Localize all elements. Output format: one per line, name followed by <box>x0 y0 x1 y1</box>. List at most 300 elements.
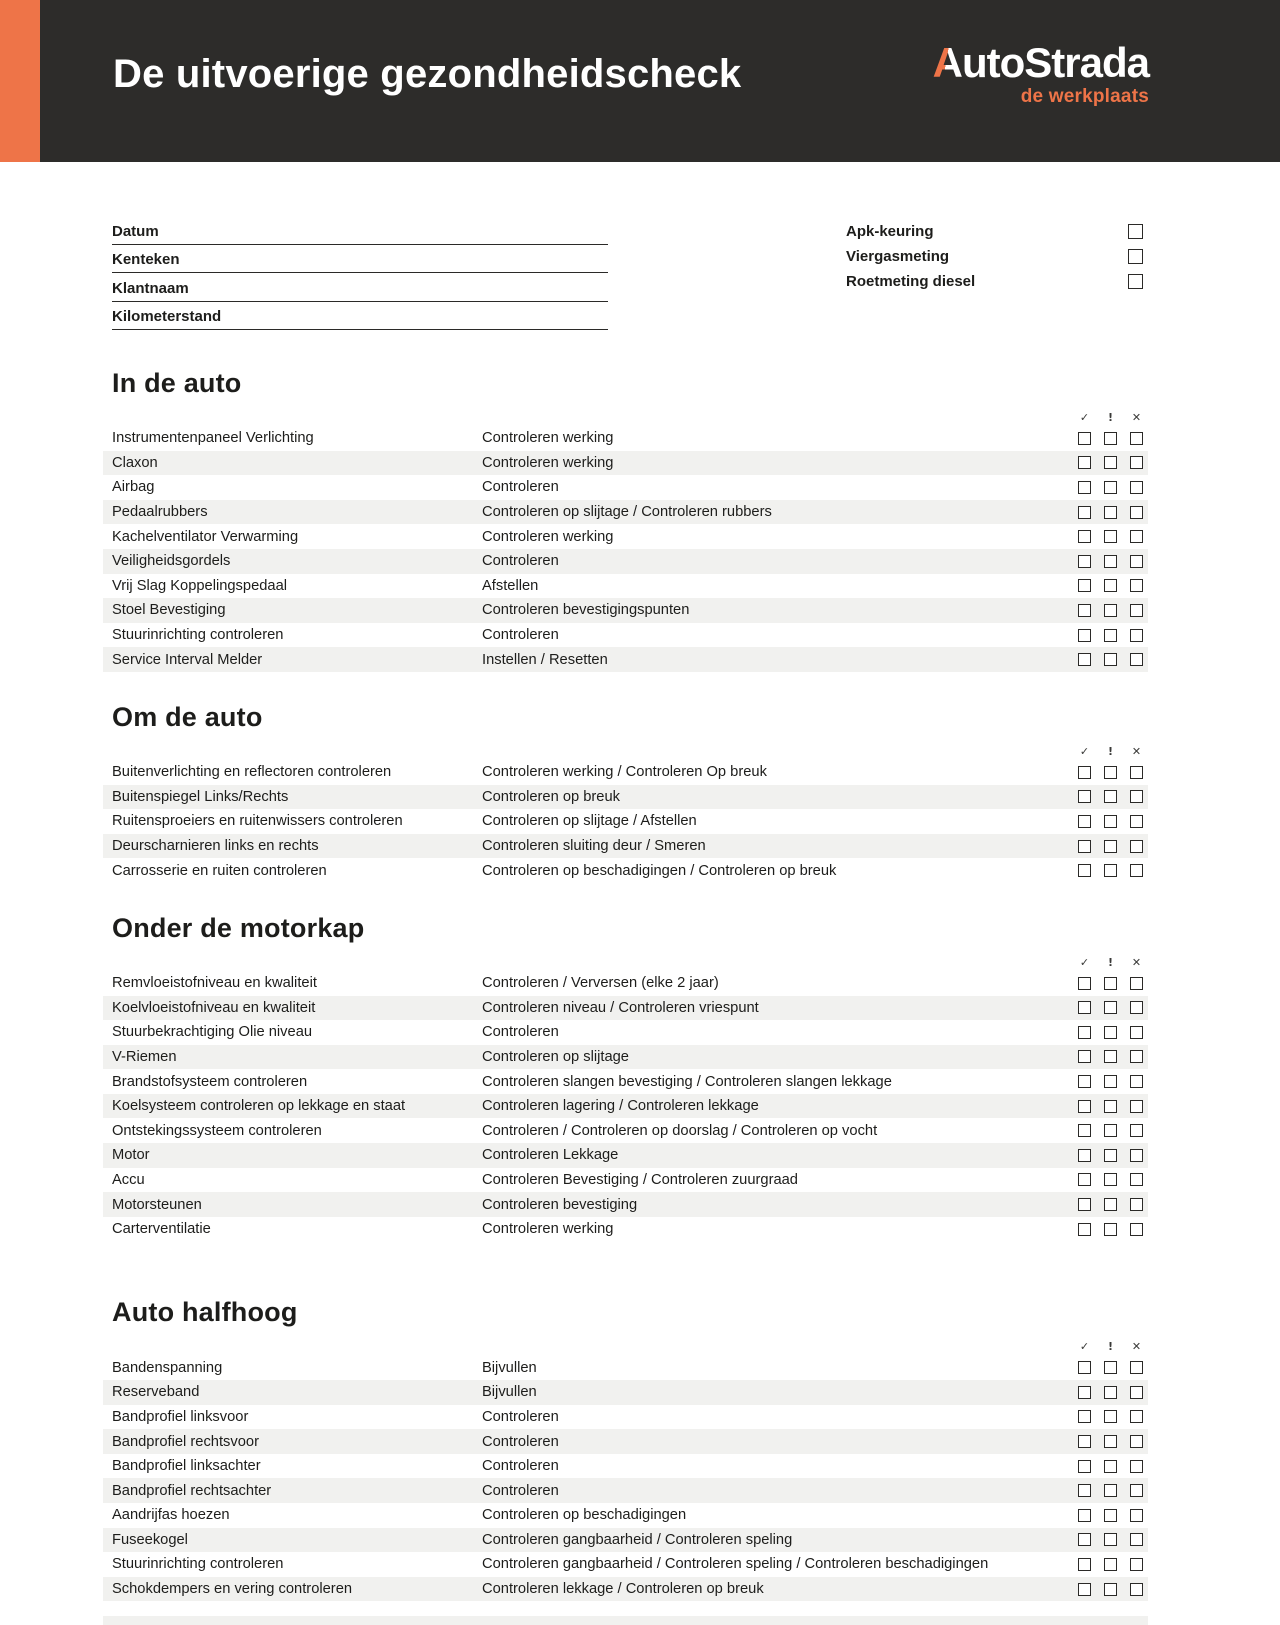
row-action-label: Controleren gangbaarheid / Controleren speling <box>482 1531 793 1548</box>
table-row <box>103 1069 1148 1094</box>
checkbox-fail[interactable] <box>1130 840 1143 853</box>
checkbox-ok[interactable] <box>1078 1223 1091 1236</box>
brand-initial-icon: A <box>932 39 962 86</box>
row-item-label: Service Interval Melder <box>112 651 263 668</box>
checkbox-fail[interactable] <box>1130 1410 1143 1423</box>
sections <box>0 368 1280 1601</box>
checkbox-ok[interactable] <box>1078 1509 1091 1522</box>
checkbox-ok[interactable] <box>1078 815 1091 828</box>
inspection-checkbox[interactable] <box>1128 224 1143 239</box>
status-column-icons <box>0 741 1143 757</box>
checkbox-ok[interactable] <box>1078 1026 1091 1039</box>
checkbox-fail[interactable] <box>1130 1386 1143 1399</box>
checkbox-fail[interactable] <box>1130 530 1143 543</box>
table-row <box>103 574 1148 599</box>
table-row <box>103 1380 1148 1405</box>
table-row <box>103 809 1148 834</box>
checkbox-warning[interactable] <box>1104 1124 1117 1137</box>
checkbox-fail[interactable] <box>1130 977 1143 990</box>
row-checkboxes <box>1078 1460 1143 1473</box>
checkbox-ok[interactable] <box>1078 456 1091 469</box>
cross-icon: ✕ <box>1131 744 1142 758</box>
checkbox-ok[interactable] <box>1078 1124 1091 1137</box>
table-row <box>103 549 1148 574</box>
row-item-label: Stuurinrichting controleren <box>112 1556 284 1573</box>
checkbox-warning[interactable] <box>1104 481 1117 494</box>
row-item-label: Koelvloeistofniveau en kwaliteit <box>112 999 316 1016</box>
checkbox-warning[interactable] <box>1104 1026 1117 1039</box>
checkbox-fail[interactable] <box>1130 506 1143 519</box>
row-action-label: Controleren <box>482 1482 559 1499</box>
inspection-checkbox[interactable] <box>1128 249 1143 264</box>
exclamation-icon: ! <box>1107 1340 1114 1354</box>
checkbox-fail[interactable] <box>1130 432 1143 445</box>
row-item-label: Stuurbekrachtiging Olie niveau <box>112 1024 313 1041</box>
row-item-label: Bandenspanning <box>112 1359 223 1376</box>
checkbox-warning[interactable] <box>1104 1460 1117 1473</box>
row-action-label: Controleren werking <box>482 528 614 545</box>
checkbox-warning[interactable] <box>1104 456 1117 469</box>
table-row <box>103 1454 1148 1479</box>
row-checkboxes <box>1078 1124 1143 1137</box>
checklist <box>0 1355 1280 1601</box>
checkbox-fail[interactable] <box>1130 790 1143 803</box>
checkbox-ok[interactable] <box>1078 1484 1091 1497</box>
row-item-label: V-Riemen <box>112 1048 177 1065</box>
row-item-label: Fuseekogel <box>112 1531 188 1548</box>
row-item-label: Kachelventilator Verwarming <box>112 528 299 545</box>
row-checkboxes <box>1078 653 1143 666</box>
table-row <box>103 1118 1148 1143</box>
checkbox-warning[interactable] <box>1104 1410 1117 1423</box>
checkbox-fail[interactable] <box>1130 1460 1143 1473</box>
field-label: Kenteken <box>112 251 180 268</box>
checkbox-warning[interactable] <box>1104 1198 1117 1211</box>
checkbox-ok[interactable] <box>1078 977 1091 990</box>
table-row <box>103 1478 1148 1503</box>
row-item-label: Stuurinrichting controleren <box>112 627 284 644</box>
checkbox-warning[interactable] <box>1104 1558 1117 1571</box>
checkbox-fail[interactable] <box>1130 456 1143 469</box>
table-row <box>103 1094 1148 1119</box>
row-item-label: Aandrijfas hoezen <box>112 1507 230 1524</box>
check-icon: ✓ <box>1079 411 1090 424</box>
checkbox-fail[interactable] <box>1130 1435 1143 1448</box>
checkbox-fail[interactable] <box>1130 1223 1143 1236</box>
row-action-label: Controleren werking <box>482 430 614 447</box>
row-item-label: Bandprofiel rechtsvoor <box>112 1433 259 1450</box>
checkbox-warning[interactable] <box>1104 1075 1117 1088</box>
checkbox-ok[interactable] <box>1078 530 1091 543</box>
row-checkboxes <box>1078 1583 1143 1596</box>
row-action-label: Controleren werking <box>482 454 614 471</box>
page-header <box>0 0 1280 162</box>
checkbox-ok[interactable] <box>1078 432 1091 445</box>
checkbox-ok[interactable] <box>1078 1435 1091 1448</box>
checkbox-warning[interactable] <box>1104 1149 1117 1162</box>
checkbox-fail[interactable] <box>1130 1558 1143 1571</box>
form-field-kenteken[interactable] <box>112 245 608 274</box>
row-checkboxes <box>1078 604 1143 617</box>
row-item-label: Deurscharnieren links en rechts <box>112 838 319 855</box>
section-in-de-auto <box>0 368 1280 672</box>
checkbox-warning[interactable] <box>1104 604 1117 617</box>
checkbox-ok[interactable] <box>1078 1558 1091 1571</box>
checkbox-ok[interactable] <box>1078 653 1091 666</box>
row-action-label: Controleren sluiting deur / Smeren <box>482 838 706 855</box>
checkbox-fail[interactable] <box>1130 1173 1143 1186</box>
row-item-label: Reserveband <box>112 1384 200 1401</box>
table-row <box>103 996 1148 1021</box>
checkbox-warning[interactable] <box>1104 864 1117 877</box>
status-column-icons <box>0 407 1143 423</box>
checkbox-fail[interactable] <box>1130 766 1143 779</box>
checkbox-ok[interactable] <box>1078 1100 1091 1113</box>
row-action-label: Controleren werking <box>482 1221 614 1238</box>
table-row <box>103 1355 1148 1380</box>
inspection-type-checks <box>846 219 1143 294</box>
inspection-check-apk-keuring <box>846 219 1143 244</box>
checkbox-warning[interactable] <box>1104 1223 1117 1236</box>
checkbox-fail[interactable] <box>1130 1149 1143 1162</box>
checkbox-fail[interactable] <box>1130 1026 1143 1039</box>
table-row <box>103 1552 1148 1577</box>
checkbox-ok[interactable] <box>1078 1533 1091 1546</box>
row-checkboxes <box>1078 1075 1143 1088</box>
table-row <box>103 1217 1148 1242</box>
row-action-label: Controleren op slijtage / Afstellen <box>482 813 697 830</box>
row-item-label: Motor <box>112 1147 150 1164</box>
row-item-label: Brandstofsysteem controleren <box>112 1073 308 1090</box>
table-row <box>103 647 1148 672</box>
checkbox-warning[interactable] <box>1104 1361 1117 1374</box>
table-row <box>103 760 1148 785</box>
row-action-label: Controleren op beschadigingen <box>482 1507 687 1524</box>
brand-rest: utoStrada <box>961 39 1149 86</box>
checkbox-warning[interactable] <box>1104 1100 1117 1113</box>
checkbox-warning[interactable] <box>1104 1533 1117 1546</box>
row-checkboxes <box>1078 1558 1143 1571</box>
row-item-label: Carterventilatie <box>112 1221 211 1238</box>
row-action-label: Controleren <box>482 1408 559 1425</box>
checkbox-ok[interactable] <box>1078 1075 1091 1088</box>
row-checkboxes <box>1078 506 1143 519</box>
row-checkboxes <box>1078 1173 1143 1186</box>
checkbox-ok[interactable] <box>1078 1361 1091 1374</box>
checkbox-warning[interactable] <box>1104 1050 1117 1063</box>
row-item-label: Ruitensproeiers en ruitenwissers controleren <box>112 813 403 830</box>
form-fields <box>112 216 608 330</box>
checkbox-fail[interactable] <box>1130 1198 1143 1211</box>
row-item-label: Remvloeistofniveau en kwaliteit <box>112 975 317 992</box>
table-row <box>103 834 1148 859</box>
checkbox-ok[interactable] <box>1078 1386 1091 1399</box>
row-checkboxes <box>1078 1001 1143 1014</box>
check-icon: ✓ <box>1079 1340 1090 1354</box>
row-action-label: Controleren slangen bevestiging / Controleren slangen lekkage <box>482 1073 892 1090</box>
table-row <box>103 1503 1148 1528</box>
row-action-label: Controleren op slijtage / Controleren rubbers <box>482 504 772 521</box>
checkbox-fail[interactable] <box>1130 1075 1143 1088</box>
checkbox-ok[interactable] <box>1078 1460 1091 1473</box>
inspection-checkbox[interactable] <box>1128 274 1143 289</box>
exclamation-icon: ! <box>1107 955 1114 969</box>
checkbox-fail[interactable] <box>1130 653 1143 666</box>
checkbox-ok[interactable] <box>1078 1173 1091 1186</box>
row-checkboxes <box>1078 629 1143 642</box>
row-checkboxes <box>1078 555 1143 568</box>
checkbox-warning[interactable] <box>1104 1386 1117 1399</box>
checkbox-ok[interactable] <box>1078 1001 1091 1014</box>
table-row <box>103 426 1148 451</box>
row-action-label: Controleren gangbaarheid / Controleren speling / Controleren beschadigingen <box>482 1556 989 1573</box>
row-checkboxes <box>1078 766 1143 779</box>
checkbox-ok[interactable] <box>1078 864 1091 877</box>
section-onder-de-motorkap <box>0 913 1280 1242</box>
brand-name <box>932 39 1149 86</box>
checkbox-warning[interactable] <box>1104 1001 1117 1014</box>
checkbox-fail[interactable] <box>1130 1509 1143 1522</box>
checkbox-warning[interactable] <box>1104 790 1117 803</box>
row-checkboxes <box>1078 790 1143 803</box>
exclamation-icon: ! <box>1107 744 1114 758</box>
row-checkboxes <box>1078 864 1143 877</box>
row-checkboxes <box>1078 1410 1143 1423</box>
row-item-label: Buitenspiegel Links/Rechts <box>112 788 289 805</box>
inspection-check-label: Apk-keuring <box>846 223 934 240</box>
section-auto-halfhoog <box>0 1297 1280 1601</box>
checkbox-ok[interactable] <box>1078 1050 1091 1063</box>
checklist <box>0 426 1280 672</box>
checkbox-warning[interactable] <box>1104 977 1117 990</box>
row-action-label: Controleren <box>482 1024 559 1041</box>
checkbox-fail[interactable] <box>1130 1124 1143 1137</box>
checkbox-warning[interactable] <box>1104 629 1117 642</box>
checkbox-warning[interactable] <box>1104 1435 1117 1448</box>
checkbox-fail[interactable] <box>1130 815 1143 828</box>
row-item-label: Schokdempers en vering controleren <box>112 1581 353 1598</box>
row-action-label: Controleren bevestigingspunten <box>482 602 690 619</box>
checkbox-warning[interactable] <box>1104 432 1117 445</box>
checkbox-fail[interactable] <box>1130 1583 1143 1596</box>
checkbox-ok[interactable] <box>1078 1198 1091 1211</box>
inspection-check-label: Roetmeting diesel <box>846 273 976 290</box>
check-icon: ✓ <box>1079 744 1090 758</box>
row-action-label: Controleren op slijtage <box>482 1048 629 1065</box>
row-item-label: Accu <box>112 1171 145 1188</box>
row-item-label: Motorsteunen <box>112 1196 202 1213</box>
row-action-label: Controleren <box>482 1458 559 1475</box>
section-title: Om de auto <box>112 701 263 732</box>
section-om-de-auto <box>0 702 1280 883</box>
section-title: Auto halfhoog <box>112 1297 298 1328</box>
row-item-label: Bandprofiel linksvoor <box>112 1408 249 1425</box>
checkbox-warning[interactable] <box>1104 1583 1117 1596</box>
checkbox-ok[interactable] <box>1078 790 1091 803</box>
section-title: In de auto <box>112 368 242 398</box>
checkbox-warning[interactable] <box>1104 766 1117 779</box>
checkbox-fail[interactable] <box>1130 481 1143 494</box>
checkbox-warning[interactable] <box>1104 1484 1117 1497</box>
table-row <box>103 598 1148 623</box>
row-checkboxes <box>1078 1198 1143 1211</box>
table-row <box>103 524 1148 549</box>
checkbox-fail[interactable] <box>1130 1484 1143 1497</box>
row-checkboxes <box>1078 1100 1143 1113</box>
checkbox-warning[interactable] <box>1104 579 1117 592</box>
row-item-label: Airbag <box>112 479 155 496</box>
checklist <box>0 971 1280 1242</box>
checkbox-warning[interactable] <box>1104 1509 1117 1522</box>
page-title: De uitvoerige gezondheidscheck <box>113 52 742 96</box>
row-checkboxes <box>1078 1050 1143 1063</box>
row-action-label: Controleren niveau / Controleren vriespunt <box>482 999 759 1016</box>
checkbox-fail[interactable] <box>1130 1361 1143 1374</box>
checkbox-ok[interactable] <box>1078 629 1091 642</box>
checkbox-warning[interactable] <box>1104 815 1117 828</box>
field-label: Kilometerstand <box>112 308 222 325</box>
row-action-label: Controleren <box>482 627 559 644</box>
checkbox-fail[interactable] <box>1130 1533 1143 1546</box>
row-action-label: Controleren <box>482 553 559 570</box>
table-row <box>103 500 1148 525</box>
row-action-label: Controleren op beschadigingen / Controleren op breuk <box>482 862 837 879</box>
checkbox-fail[interactable] <box>1130 555 1143 568</box>
checkbox-ok[interactable] <box>1078 481 1091 494</box>
row-action-label: Afstellen <box>482 577 539 594</box>
row-checkboxes <box>1078 1509 1143 1522</box>
row-action-label: Controleren op breuk <box>482 788 620 805</box>
row-checkboxes <box>1078 432 1143 445</box>
checkbox-ok[interactable] <box>1078 840 1091 853</box>
row-item-label: Ontstekingssysteem controleren <box>112 1122 322 1139</box>
row-checkboxes <box>1078 530 1143 543</box>
row-checkboxes <box>1078 456 1143 469</box>
row-item-label: Carrosserie en ruiten controleren <box>112 862 327 879</box>
row-checkboxes <box>1078 977 1143 990</box>
table-row <box>103 623 1148 648</box>
table-row <box>103 451 1148 476</box>
form-field-klantnaam[interactable] <box>112 273 608 302</box>
checkbox-warning[interactable] <box>1104 555 1117 568</box>
checkbox-ok[interactable] <box>1078 1149 1091 1162</box>
table-row <box>103 1405 1148 1430</box>
row-checkboxes <box>1078 1386 1143 1399</box>
checkbox-ok[interactable] <box>1078 579 1091 592</box>
row-action-label: Controleren <box>482 1433 559 1450</box>
table-row <box>103 1192 1148 1217</box>
form-field-datum[interactable] <box>112 216 608 245</box>
row-item-label: Bandprofiel rechtsachter <box>112 1482 272 1499</box>
table-row <box>103 971 1148 996</box>
row-checkboxes <box>1078 1223 1143 1236</box>
cross-icon: ✕ <box>1131 955 1142 969</box>
checkbox-warning[interactable] <box>1104 506 1117 519</box>
row-action-label: Bijvullen <box>482 1384 537 1401</box>
row-item-label: Veiligheidsgordels <box>112 553 231 570</box>
checkbox-ok[interactable] <box>1078 1583 1091 1596</box>
checkbox-warning[interactable] <box>1104 653 1117 666</box>
checkbox-ok[interactable] <box>1078 766 1091 779</box>
row-action-label: Controleren / Controleren op doorslag / Controleren op vocht <box>482 1122 878 1139</box>
checkbox-fail[interactable] <box>1130 1100 1143 1113</box>
row-action-label: Controleren lagering / Controleren lekkage <box>482 1098 759 1115</box>
row-checkboxes <box>1078 579 1143 592</box>
row-item-label: Stoel Bevestiging <box>112 602 226 619</box>
checkbox-fail[interactable] <box>1130 604 1143 617</box>
table-row <box>103 1577 1148 1602</box>
cross-icon: ✕ <box>1131 1340 1142 1354</box>
cross-icon: ✕ <box>1131 411 1142 424</box>
row-checkboxes <box>1078 481 1143 494</box>
row-item-label: Koelsysteem controleren op lekkage en staat <box>112 1098 406 1115</box>
check-icon: ✓ <box>1079 955 1090 969</box>
checkbox-warning[interactable] <box>1104 530 1117 543</box>
checkbox-fail[interactable] <box>1130 1001 1143 1014</box>
row-checkboxes <box>1078 1484 1143 1497</box>
row-checkboxes <box>1078 1361 1143 1374</box>
table-row <box>103 1143 1148 1168</box>
field-label: Datum <box>112 222 159 240</box>
row-action-label: Controleren <box>482 479 559 496</box>
row-item-label: Vrij Slag Koppelingspedaal <box>112 577 288 594</box>
checklist <box>0 760 1280 883</box>
row-action-label: Instellen / Resetten <box>482 651 608 668</box>
checkbox-fail[interactable] <box>1130 579 1143 592</box>
checkbox-ok[interactable] <box>1078 555 1091 568</box>
row-action-label: Bijvullen <box>482 1359 537 1376</box>
checkbox-ok[interactable] <box>1078 506 1091 519</box>
inspection-check-roetmeting-diesel <box>846 269 1143 294</box>
row-item-label: Pedaalrubbers <box>112 504 208 521</box>
exclamation-icon: ! <box>1107 411 1114 424</box>
field-label: Klantnaam <box>112 279 189 297</box>
checkbox-ok[interactable] <box>1078 1410 1091 1423</box>
checkbox-warning[interactable] <box>1104 1173 1117 1186</box>
row-checkboxes <box>1078 1026 1143 1039</box>
row-checkboxes <box>1078 1435 1143 1448</box>
row-checkboxes <box>1078 840 1143 853</box>
row-checkboxes <box>1078 815 1143 828</box>
accent-bar-decoration <box>0 0 40 162</box>
row-action-label: Controleren werking / Controleren Op breuk <box>482 764 767 781</box>
row-action-label: Controleren / Verversen (elke 2 jaar) <box>482 975 719 992</box>
form-field-kilometerstand[interactable] <box>112 302 608 331</box>
table-row <box>103 858 1148 883</box>
checkbox-fail[interactable] <box>1130 864 1143 877</box>
row-action-label: Controleren Lekkage <box>482 1147 619 1164</box>
row-action-label: Controleren lekkage / Controleren op breuk <box>482 1581 764 1598</box>
section-title: Onder de motorkap <box>112 912 365 943</box>
brand-logo <box>932 39 1149 107</box>
inspection-check-viergasmeting <box>846 244 1143 269</box>
inspection-check-label: Viergasmeting <box>846 248 950 265</box>
status-column-icons <box>0 1336 1143 1352</box>
checkbox-warning[interactable] <box>1104 840 1117 853</box>
row-item-label: Buitenverlichting en reflectoren controleren <box>112 764 392 781</box>
checkbox-fail[interactable] <box>1130 1050 1143 1063</box>
row-item-label: Claxon <box>112 454 158 471</box>
table-row <box>103 1528 1148 1553</box>
brand-tagline: de werkplaats <box>1020 86 1149 107</box>
checkbox-ok[interactable] <box>1078 604 1091 617</box>
checkbox-fail[interactable] <box>1130 629 1143 642</box>
table-row <box>103 785 1148 810</box>
row-item-label: Instrumentenpaneel Verlichting <box>112 430 314 447</box>
row-checkboxes <box>1078 1149 1143 1162</box>
row-action-label: Controleren bevestiging <box>482 1196 638 1213</box>
cutoff-row-stripe <box>103 1616 1148 1625</box>
